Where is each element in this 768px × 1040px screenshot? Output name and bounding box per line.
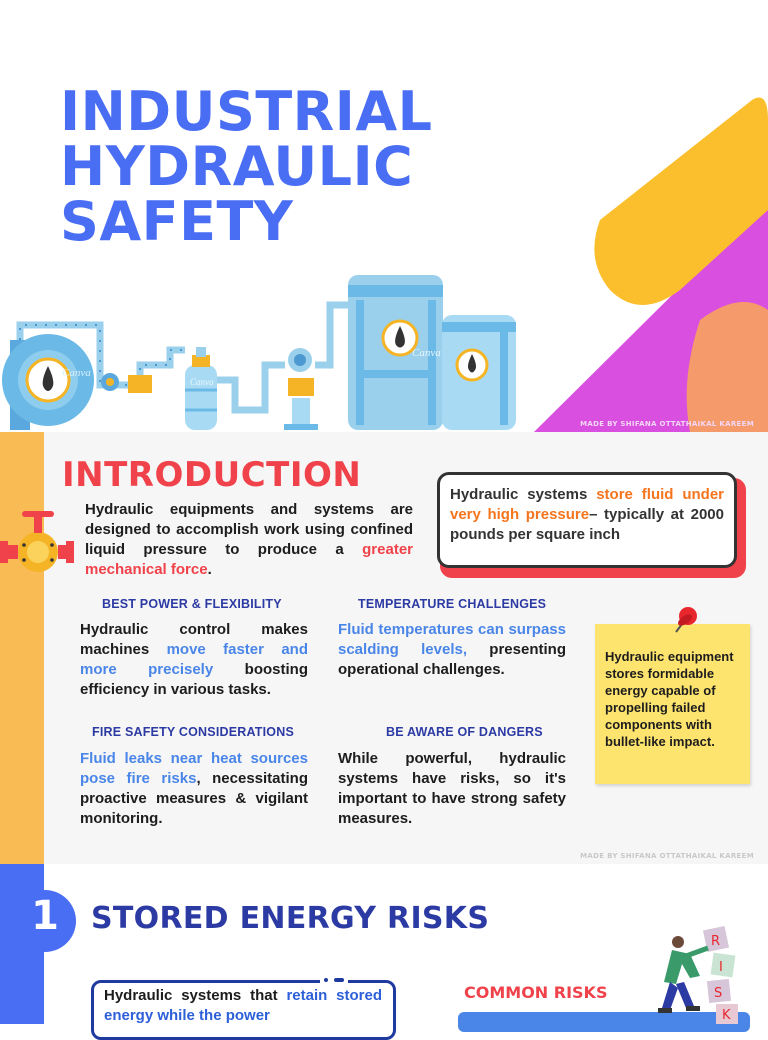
callout-highlight: store fluid under very high pressure [450,486,724,523]
heading-fire-safety: FIRE SAFETY CONSIDERATIONS [92,725,294,739]
hydraulic-plant-illustration [0,60,768,432]
orange-side-bar [0,432,44,864]
heading-dangers: BE AWARE OF DANGERS [386,725,543,739]
person [658,936,708,1013]
pump [284,348,318,430]
svg-text:Canva: Canva [190,377,214,387]
person-pushing-risk-blocks-illustration [650,918,750,1024]
risk-blocks [703,926,738,1024]
text-fire-safety: Fluid leaks near heat sources pose fire risks, necessitating proactive measures & vigilant monitoring. [80,750,308,827]
risk-letter-k: K [722,1008,731,1023]
heading-power-flexibility: BEST POWER & FLEXIBILITY [102,597,282,611]
section1-heading: STORED ENERGY RISKS [91,901,490,936]
decorative-shapes [534,98,768,433]
tall-tank [348,275,443,430]
stored-energy-text: Hydraulic systems that retain stored energy while the power [104,987,382,1024]
valve-icon [0,505,76,577]
text-dangers: While powerful, hydraulic systems have risks, so it's important to have strong safety measures. [338,750,566,827]
intro-highlight: greater mechanical force [85,541,413,578]
common-risks-heading: COMMON RISKS [464,983,608,1002]
title-line-3: SAFETY [60,190,294,253]
text-power-flexibility: Hydraulic control makes machines move faster and more precisely boosting efficiency in various tasks. [80,621,308,698]
watermark-2: Canva [412,347,441,359]
pressure-callout: Hydraulic systems store fluid under very high pressure– typically at 2000 pounds per square inch [437,472,737,568]
title-line-2: HYDRAULIC [60,135,414,198]
cylinder-tank [185,347,217,430]
title-line-1: INDUSTRIAL [60,80,433,143]
heading-temperature: TEMPERATURE CHALLENGES [358,597,547,611]
watermark-1: Canva [62,367,91,379]
box-notch-dot [324,978,328,982]
short-tank [442,315,516,430]
box-notch-dash [334,978,344,982]
risk-letter-r: R [711,934,721,949]
credit-top: MADE BY SHIFANA OTTATHAIKAL KAREEM [580,420,754,428]
sticky-note-text: Hydraulic equipment stores formidable energy capable of propelling failed components with bullet-like impact. [605,649,734,749]
credit-mid: MADE BY SHIFANA OTTATHAIKAL KAREEM [580,852,754,860]
section-number: 1 [31,893,59,939]
intro-heading: INTRODUCTION [62,455,362,495]
text-temperature: Fluid temperatures can surpass scalding levels, presenting operational challenges. [338,621,566,678]
round-tank [2,334,94,430]
pushpin-icon [664,602,704,642]
intro-paragraph: Hydraulic equipments and systems are designed to accomplish work using confined liquid pressure to produce a greater mechanical force. [85,501,413,578]
risk-letter-s: S [714,986,723,1001]
risk-letter-i: I [719,960,723,975]
